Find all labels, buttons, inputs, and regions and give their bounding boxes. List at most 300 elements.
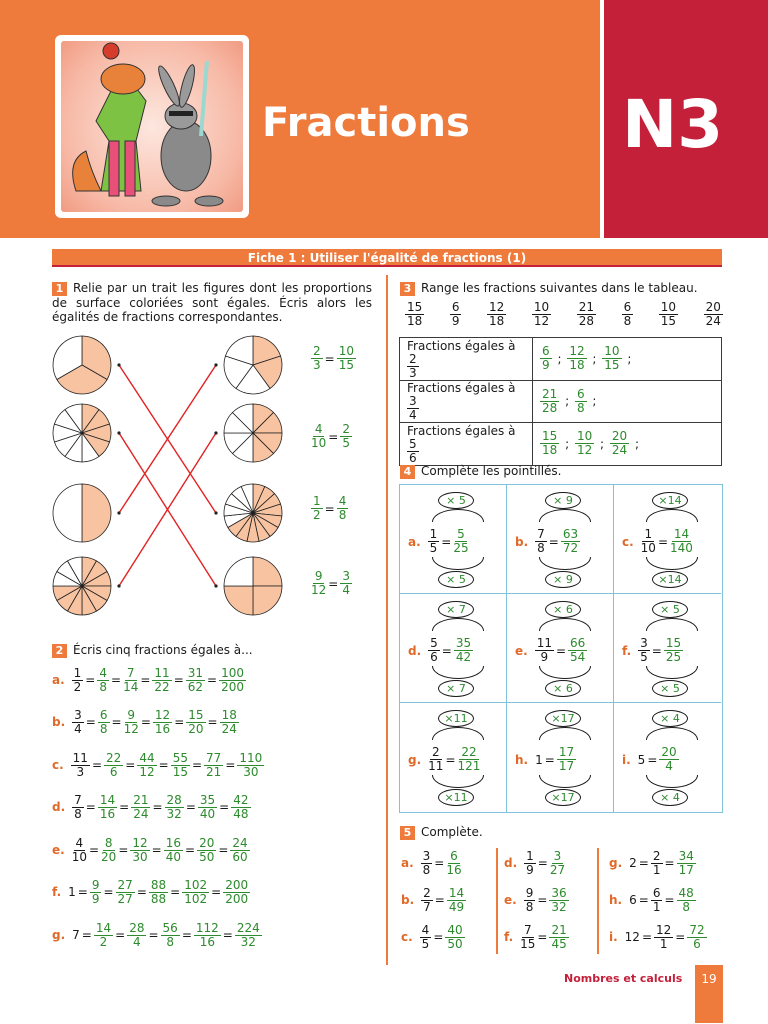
arrow-arc-top [432,727,484,740]
fraction: $\frac{7}{15}$ [520,922,536,951]
fraction: $\frac{9}{12}$ [311,569,327,597]
cell-equation [408,746,481,773]
fraction: $\frac{35}{42}$ [455,636,472,664]
fraction: $\frac{34}{17}$ [678,848,694,877]
multiplier-oval-top: × 6 [545,601,581,618]
fraction: $\frac{6}{1}$ [652,885,661,914]
equals-sign: = [537,893,548,907]
arrow-arc-bottom [646,666,698,679]
fraction: $\frac{2}{3}$ [409,351,417,380]
exercise-5-text: Complète. [421,825,483,839]
fraction: $\frac{5}{25}$ [453,527,469,555]
connection-dot [117,431,120,434]
fraction: $\frac{11}{22}$ [154,665,170,694]
fraction: $\frac{40}{50}$ [447,922,463,951]
multiplier-oval-bottom: × 7 [438,680,474,697]
row-answers [533,423,722,466]
fraction: $\frac{63}{72}$ [562,527,579,555]
exercise-2-row-f [52,875,251,909]
left-circle-1 [53,336,111,394]
equals-sign: = [441,534,452,549]
multiplier-oval-top: × 5 [652,601,688,618]
equals-sign: = [170,885,181,899]
exercise-2-row-e [52,833,251,867]
equals-sign: = [140,673,151,687]
cell-equation [515,746,577,773]
cell-label: e. [515,643,528,658]
arrow-arc-bottom [432,666,484,679]
equals-sign: = [174,715,185,729]
fraction-to-sort: 10 15 [660,300,677,328]
fraction: $\frac{16}{40}$ [165,835,182,864]
cell-equation [622,637,684,664]
fraction: $\frac{2}{3}$ [313,344,321,372]
cell-equation [408,528,470,555]
multiplier-oval-top: ×11 [438,710,474,727]
arrow-arc-bottom [646,775,698,788]
multiplier-oval-bottom: × 5 [438,571,474,588]
exercise-4-cell-h [507,703,614,812]
header-divider [600,0,604,238]
equals-sign: = [185,800,196,814]
whole-number: 6 [629,893,637,907]
fraction: $\frac{3}{4}$ [342,569,350,597]
equals-sign: = [328,429,339,444]
exercise-2-row-b [52,705,240,739]
exercise-3-row-3 [400,423,722,466]
fraction: $\frac{42}{48}$ [233,792,249,821]
equality-1 [310,345,357,372]
exercise-4-cell-d [400,594,507,703]
cell-label: a. [408,534,421,549]
equals-sign: = [555,643,567,658]
whole-number: 12 [624,930,640,944]
exercise-2-row-g [52,918,263,952]
equals-sign: = [115,928,126,942]
equals-sign: = [103,885,114,899]
row-label: g. [52,928,66,942]
item-label: c. [401,930,413,944]
equals-sign: = [85,800,96,814]
fraction-to-sort: 6 8 [623,300,632,328]
fraction: $\frac{14}{140}$ [670,527,693,555]
equality-4 [310,570,353,597]
whole-number: 5 [637,752,646,767]
equality-2 [310,423,353,450]
equals-sign: = [638,856,649,870]
row-header-text: Fractions égales à [407,338,516,353]
separator: ; [588,351,601,366]
circle-sector [224,586,253,615]
equals-sign: = [675,930,686,944]
equals-sign: = [77,885,88,899]
fraction: $\frac{20}{4}$ [661,745,677,773]
exercise-3-text: Range les fractions suivantes dans le tableau. [421,281,698,295]
fraction: $\frac{28}{4}$ [129,920,145,949]
equals-sign: = [651,643,662,658]
equals-sign: = [207,715,218,729]
exercise-4-cell-a [400,485,507,594]
fraction-to-sort: 20 24 [705,300,721,328]
circle-sector [82,484,111,542]
fraction-to-sort: 15 18 [407,300,423,328]
multiplier-oval-bottom: ×14 [652,571,688,588]
equals-sign: = [148,928,159,942]
equals-sign: = [664,893,675,907]
connection-dot [117,584,120,587]
exercise-1-number: 1 [52,282,67,296]
row-label: b. [52,715,66,729]
fraction: $\frac{6}{16}$ [446,848,462,877]
exercise-3-number: 3 [400,282,415,296]
fraction: $\frac{11}{3}$ [72,750,88,779]
fraction: $\frac{224}{32}$ [236,920,260,949]
equals-sign: = [647,752,658,767]
fraction: $\frac{20}{50}$ [199,835,215,864]
row-label: c. [52,758,64,772]
fraction: $\frac{1}{5}$ [429,527,438,555]
equality-3 [310,495,349,522]
fraction: $\frac{22}{6}$ [106,750,122,779]
equals-sign: = [544,752,555,767]
equals-sign: = [140,715,151,729]
fraction-to-sort: 10 12 [533,300,550,328]
equals-sign: = [657,534,669,549]
fraction: $\frac{36}{32}$ [551,885,567,914]
fraction-to-sort: 12 18 [489,300,505,328]
multiplier-oval-top: ×17 [545,710,581,727]
item-label: g. [609,856,623,870]
fraction: $\frac{88}{88}$ [150,877,167,906]
left-circle-3 [53,484,111,542]
exercise-4-text: Complète les pointillés. [421,464,562,478]
exercise-5-item-c [401,918,466,956]
row-header-text: Fractions égales à [407,381,516,395]
left-circle-2 [53,404,111,462]
fraction: $\frac{8}{20}$ [101,835,117,864]
exercise-1-instructions [52,281,372,324]
exercise-2-text: Écris cinq fractions égales à... [73,643,253,657]
fraction: $\frac{9}{8}$ [525,885,534,914]
fraction: $\frac{2}{1}$ [652,848,661,877]
fraction: $\frac{28}{32}$ [166,792,182,821]
whole-number: 2 [629,856,637,870]
cell-label: h. [515,752,529,767]
fraction: $\frac{2}{7}$ [423,885,431,914]
exercise-5-divider-2 [597,848,599,954]
equals-sign: = [119,800,130,814]
separator: ; [623,351,632,366]
connection-dot [214,363,217,366]
fraction: $\frac{1}{2}$ [73,665,82,694]
cell-equation [515,528,581,555]
row-header-text: Fractions égales à [407,423,516,438]
exercise-4-cell-g [400,703,507,812]
fraction: $\frac{21}{24}$ [133,792,149,821]
separator: ; [631,436,640,451]
fraction: $\frac{112}{16}$ [195,920,219,949]
cell-label: b. [515,534,529,549]
exercise-4-cell-e [507,594,614,703]
fraction: $\frac{1}{9}$ [526,848,534,877]
fraction: $\frac{9}{12}$ [123,707,139,736]
arrow-arc-top [539,727,591,740]
worksheet-title: Fiche 1 : Utiliser l'égalité de fractions (1) [52,249,722,267]
fraction: $\frac{56}{8}$ [162,920,178,949]
multiplier-oval-top: × 4 [652,710,688,727]
left-circle-4 [53,557,111,615]
connection-dot [214,584,217,587]
exercise-3-fraction-list [404,301,724,328]
multiplier-oval-bottom: × 9 [545,571,581,588]
arrow-arc-top [646,727,698,740]
fraction: $\frac{2}{5}$ [342,422,350,450]
exercise-4-instructions [400,464,561,479]
item-label: h. [609,893,623,907]
fraction: $\frac{6}{9}$ [542,344,550,373]
fraction: $\frac{12}{18}$ [569,344,585,373]
fraction: $\frac{10}{12}$ [576,429,593,458]
fraction: $\frac{7}{14}$ [123,665,139,694]
equals-sign: = [324,351,335,366]
equals-sign: = [185,843,196,857]
equals-sign: = [218,843,229,857]
exercise-2-row-c [52,748,265,782]
exercise-5-item-b [401,881,467,919]
equals-sign: = [548,534,559,549]
equals-sign: = [85,673,96,687]
exercise-4-number: 4 [400,465,415,479]
equals-sign: = [136,885,147,899]
exercise-4-cell-f [614,594,721,703]
fraction: $\frac{12}{1}$ [656,922,672,951]
fraction: $\frac{35}{40}$ [199,792,216,821]
row-header [400,338,533,381]
equals-sign: = [664,856,675,870]
row-header [400,423,533,466]
arrow-arc-top [539,509,591,522]
fraction: $\frac{12}{16}$ [154,707,171,736]
cell-label: i. [622,752,631,767]
fraction: $\frac{3}{8}$ [422,848,431,877]
equals-sign: = [191,758,203,772]
fraction: $\frac{5}{6}$ [430,636,438,664]
row-answers [533,380,722,423]
exercise-5-item-f [504,918,570,956]
equals-sign: = [211,885,222,899]
row-answers [533,338,722,381]
fraction: $\frac{102}{102}$ [184,877,208,906]
cell-equation [622,746,680,773]
right-circle-3 [224,484,282,542]
equals-sign: = [152,800,163,814]
equals-sign: = [434,856,445,870]
exercise-4-cell-c [614,485,721,594]
fraction: $\frac{15}{20}$ [188,707,204,736]
separator: ; [553,351,566,366]
row-label: e. [52,843,65,857]
equals-sign: = [158,758,169,772]
worksheet-title-underline [52,265,722,267]
fraction: $\frac{15}{25}$ [665,636,682,664]
exercise-3-row-2 [400,380,722,423]
equals-sign: = [225,758,236,772]
cell-label: g. [408,752,422,767]
whole-number: 1 [68,885,76,899]
fraction: $\frac{31}{62}$ [187,665,204,694]
multiplier-oval-bottom: × 6 [545,680,581,697]
equals-sign: = [222,928,233,942]
equals-sign: = [537,856,548,870]
multiplier-oval-top: × 7 [438,601,474,618]
exercise-4-cell-b [507,485,614,594]
right-circle-2 [224,404,282,462]
separator: ; [596,436,608,451]
fraction: $\frac{12}{30}$ [132,835,148,864]
fraction-to-sort: 21 28 [578,300,595,328]
fraction: $\frac{10}{15}$ [338,344,354,372]
fraction: $\frac{6}{8}$ [99,707,108,736]
item-label: b. [401,893,415,907]
right-circle-1 [224,336,282,394]
cartoon-illustration [61,41,243,212]
exercise-5-item-e [504,881,570,919]
exercise-2-instructions [52,643,253,658]
illustration-fox-and-rabbit [61,41,243,212]
separator: ; [561,394,573,409]
item-label: e. [504,893,517,907]
fraction: $\frac{4}{10}$ [311,422,327,450]
fraction: $\frac{66}{54}$ [570,636,586,664]
equals-sign: = [638,893,649,907]
exercise-1-text: Relie par un trait les figures dont les proportions de surface coloriées sont égales. Écris alors les égalités de fractions correspondantes. [52,281,372,324]
arrow-arc-top [539,618,591,631]
arrow-arc-bottom [539,666,591,679]
equals-sign: = [88,843,100,857]
arrow-arc-bottom [646,557,698,570]
arrow-arc-bottom [432,557,484,570]
fraction: $\frac{15}{18}$ [542,429,558,458]
fraction: $\frac{200}{200}$ [225,877,249,906]
exercise-5-item-a [401,844,463,882]
equals-sign: = [111,673,122,687]
exercise-3-table [399,337,722,466]
arrow-arc-bottom [539,775,591,788]
equals-sign: = [207,673,218,687]
page-number: 19 [695,965,723,1023]
fraction: $\frac{5}{6}$ [409,436,417,465]
exercise-5-item-i [609,918,708,956]
equals-sign: = [537,930,548,944]
cell-label: f. [622,643,632,658]
fraction: $\frac{21}{45}$ [551,922,567,951]
exercise-5-number: 5 [400,826,415,840]
fraction: $\frac{6}{8}$ [576,386,585,415]
fraction: $\frac{22}{121}$ [457,745,481,773]
arrow-arc-top [646,509,698,522]
exercise-5-item-g [609,844,697,882]
fraction: $\frac{7}{8}$ [537,527,545,555]
exercise-4-grid [399,484,723,813]
fraction: $\frac{24}{60}$ [232,835,248,864]
multiplier-oval-bottom: × 4 [652,789,688,806]
equals-sign: = [151,843,162,857]
fraction-to-sort: 6 9 [451,300,460,328]
fraction: $\frac{14}{16}$ [99,792,116,821]
fraction: $\frac{17}{17}$ [558,745,575,773]
column-separator [386,275,388,965]
multiplier-oval-top: × 9 [545,492,581,509]
fraction: $\frac{3}{5}$ [640,636,648,664]
item-label: f. [504,930,514,944]
row-label: a. [52,673,65,687]
fraction: $\frac{20}{24}$ [611,429,628,458]
circle-sector [253,557,282,586]
fraction: $\frac{1}{10}$ [640,527,656,555]
multiplier-oval-top: ×14 [652,492,688,509]
exercise-2-row-d [52,790,252,824]
equals-sign: = [641,930,653,944]
exercise-5-instructions [400,825,483,840]
whole-number: 1 [535,752,543,767]
equals-sign: = [434,893,445,907]
circle-sector [253,586,282,615]
fraction: $\frac{18}{24}$ [221,707,237,736]
exercise-3-instructions [400,281,698,296]
multiplier-oval-bottom: ×17 [545,789,581,806]
exercise-2-number: 2 [52,644,67,658]
whole-number: 7 [72,928,80,942]
exercise-4-cell-i [614,703,721,812]
fraction: $\frac{3}{27}$ [549,848,566,877]
equals-sign: = [433,930,444,944]
exercise-5-item-h [609,881,697,919]
fraction: $\frac{1}{2}$ [313,494,321,522]
fraction: $\frac{77}{21}$ [206,750,222,779]
arrow-arc-top [646,618,698,631]
cell-equation [408,637,474,664]
equals-sign: = [111,715,122,729]
exercise-2-row-a [52,663,247,697]
equals-sign: = [118,843,129,857]
chapter-code: N3 [622,86,724,163]
fraction: $\frac{3}{4}$ [74,707,82,736]
equals-sign: = [173,673,184,687]
cell-label: c. [622,534,634,549]
connection-dot [117,363,120,366]
item-label: d. [504,856,518,870]
equals-sign: = [81,928,92,942]
fraction: $\frac{4}{8}$ [99,665,107,694]
footer-section: Nombres et calculs [564,972,683,985]
exercise-5-divider-1 [496,848,498,954]
fraction: $\frac{100}{200}$ [221,665,244,694]
fraction: $\frac{7}{8}$ [74,792,82,821]
equals-sign: = [324,501,335,516]
multiplier-oval-bottom: × 5 [652,680,688,697]
arrow-arc-top [432,509,484,522]
multiplier-oval-bottom: ×11 [438,789,474,806]
fraction: $\frac{55}{15}$ [172,750,188,779]
multiplier-oval-top: × 5 [438,492,474,509]
page-title: Fractions [262,100,470,146]
exercise-3-row-1 [400,338,722,381]
fraction: $\frac{14}{49}$ [448,885,465,914]
row-label: f. [52,885,62,899]
fraction: $\frac{110}{30}$ [239,750,263,779]
circle-sector [224,557,253,586]
fraction: $\frac{44}{12}$ [139,750,155,779]
